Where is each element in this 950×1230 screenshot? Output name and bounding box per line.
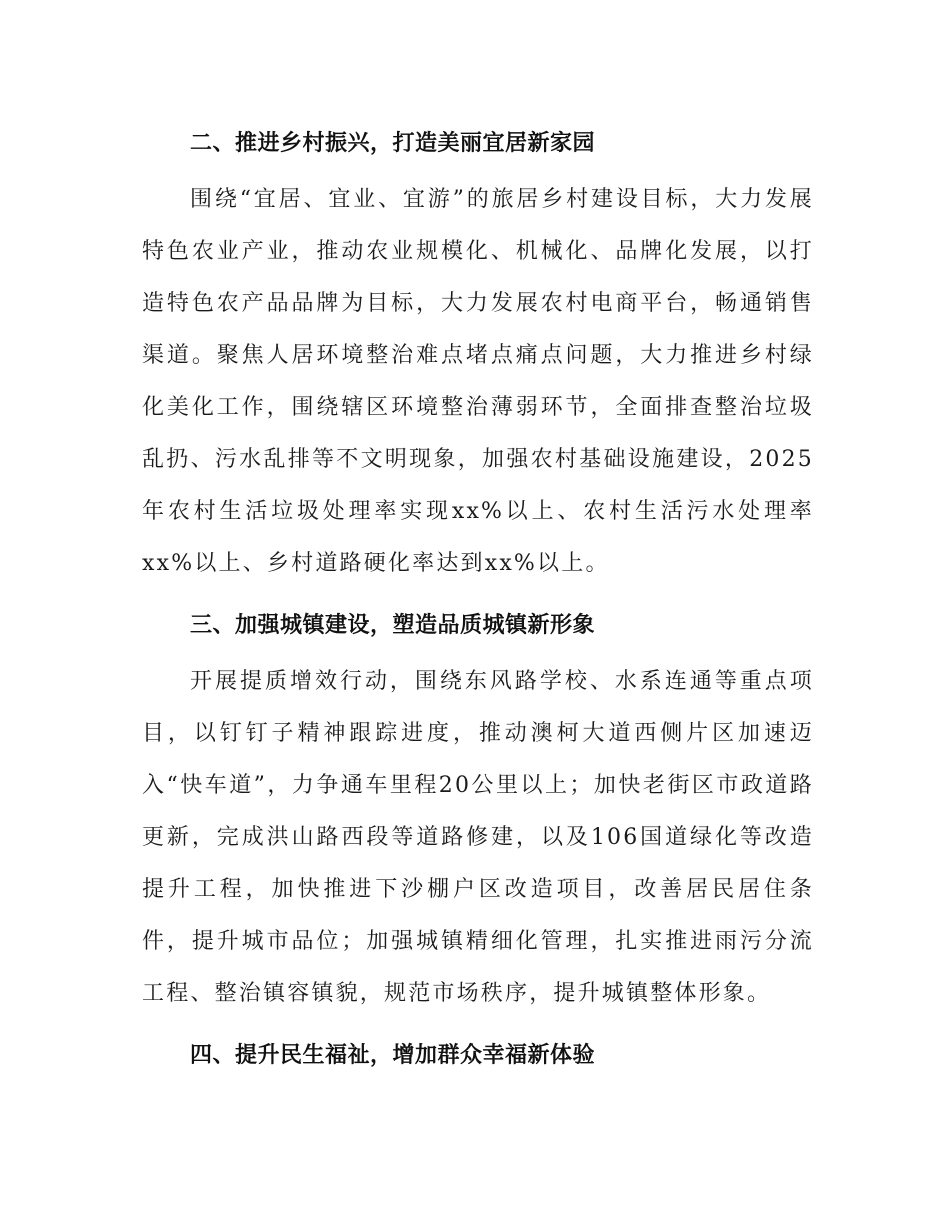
document-body <box>142 118 814 1082</box>
section-heading-town-construction: 三、加强城镇建设，塑造品质城镇新形象 <box>190 613 596 638</box>
section-paragraph-rural-revitalization: 围绕“宜居、宜业、宜游”的旅居乡村建设目标，大力发展特色农业产业，推动农业规模化、机械化、品牌化发展，以打造特色农产品品牌为目标，大力发展农村电商平台，畅通销售渠道。聚焦人居环境整治难点堵点痛点问题，大力推进乡村绿化美化工作，围绕辖区环境整治薄弱环节，全面排查整治垃圾乱扔、污水乱排等不文明现象，加强农村基础设施建设，2025年农村生活垃圾处理率实现xx%以上、农村生活污水处理率xx%以上、乡村道路硬化率达到xx%以上。 <box>142 187 814 576</box>
section-heading-rural-revitalization: 二、推进乡村振兴，打造美丽宜居新家园 <box>190 131 596 156</box>
section-heading-livelihood: 四、提升民生福祉，增加群众幸福新体验 <box>190 1043 596 1068</box>
section-paragraph-town-construction: 开展提质增效行动，围绕东风路学校、水系连通等重点项目，以钉钉子精神跟踪进度，推动澳柯大道西侧片区加速迈入“快车道”，力争通车里程20公里以上；加快老街区市政道路更新，完成洪山路西段等道路修建，以及106国道绿化等改造提升工程，加快推进下沙棚户区改造项目，改善居民居住条件，提升城市品位；加强城镇精细化管理，扎实推进雨污分流工程、整治镇容镇貌，规范市场秩序，提升城镇整体形象。 <box>142 669 814 1006</box>
